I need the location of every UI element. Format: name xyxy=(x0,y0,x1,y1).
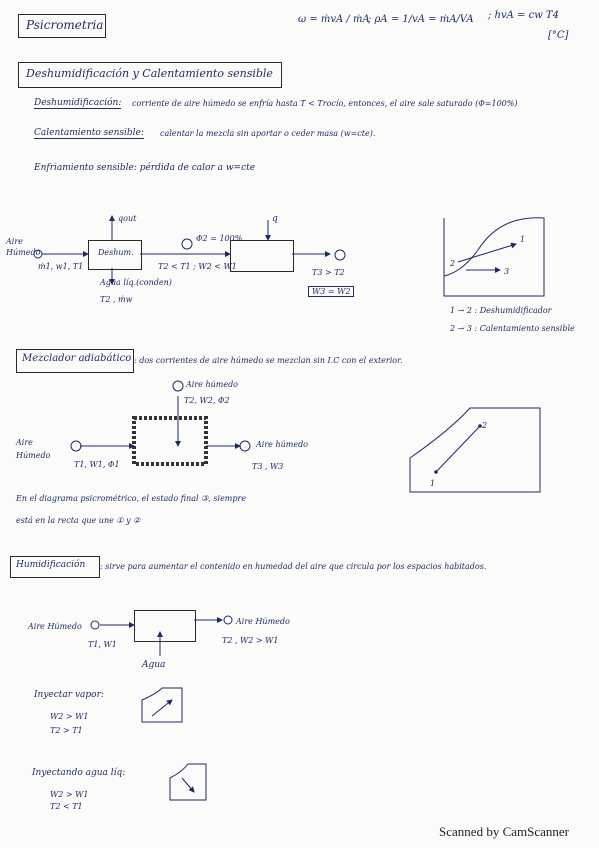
water-label: Agua líq.(conden) xyxy=(100,278,172,287)
deshum-text: corriente de aire húmedo se enfría hasta T < Trocío, entonces, el aire sale saturado (Φ=100%) xyxy=(132,99,518,108)
humid-state-2 xyxy=(224,616,232,624)
section3-heading: Humidificación xyxy=(16,560,86,570)
vapor-label: Inyectar vapor: xyxy=(34,690,104,700)
deshum-unit-label: Deshum. xyxy=(98,248,134,257)
humid-state-1 xyxy=(91,621,99,629)
process-1-2-line xyxy=(458,244,516,262)
psychro-chart-1 xyxy=(444,218,544,296)
humid-out-state: T2 , W2 > W1 xyxy=(222,636,279,645)
section2-heading: Mezclador adiabático xyxy=(22,353,132,364)
q-label: q xyxy=(272,214,278,224)
calent-label: Calentamiento sensible: xyxy=(34,128,144,138)
out-state: T3 > T2 xyxy=(312,268,345,277)
humid-in-label: Aire Húmedo xyxy=(28,622,82,631)
mix-note-1: En el diagrama psicrométrico, el estado final ③, siempre xyxy=(16,494,247,503)
mix-out-state: T3 , W3 xyxy=(252,462,284,471)
humid-in-state: T1, W1 xyxy=(88,640,117,649)
section2-text: : dos corrientes de aire húmedo se mezclan sin I.C con el exterior. xyxy=(134,356,403,365)
calent-text: calentar la mezcla sin aportar o ceder masa (w=cte). xyxy=(160,129,376,138)
mixer-state-3 xyxy=(240,441,250,451)
mixer-box xyxy=(134,418,206,464)
page-title: Psicrometria xyxy=(26,18,104,32)
mixer-state-2 xyxy=(173,381,183,391)
state-2-marker xyxy=(182,239,192,249)
vapor-cond-2: T2 > T1 xyxy=(50,726,83,735)
liquid-cond-2: T2 < T1 xyxy=(50,802,83,811)
chart1-point-3: 3 xyxy=(504,267,510,276)
vapor-cond-1: W2 > W1 xyxy=(50,712,89,721)
mix-in1-label: Aire Húmedo xyxy=(16,438,51,460)
liquid-chart xyxy=(170,764,206,800)
liquid-label: Inyectando agua líq: xyxy=(32,768,126,778)
state-3-marker xyxy=(335,250,345,260)
enfri-text: Enfriamiento sensible: pérdida de calor a w=cte xyxy=(34,163,256,173)
chart2-dot-1 xyxy=(434,470,438,474)
chart1-point-2: 2 xyxy=(450,259,456,268)
chart1-point-1: 1 xyxy=(520,235,526,244)
deshum-label: Deshumidificación: xyxy=(34,98,122,108)
mix-in2-state: T2, W2, Φ2 xyxy=(184,396,230,405)
liquid-process-line xyxy=(182,778,194,792)
qout-label: qout xyxy=(118,214,137,223)
vapor-chart xyxy=(142,688,182,722)
chart2-point-1: 1 xyxy=(430,479,436,488)
formula-omega: ω = ṁvA / ṁA xyxy=(298,14,370,25)
water-state: T2 , ṁw xyxy=(100,295,133,304)
mix-out-label: Aire húmedo xyxy=(256,440,308,449)
phi2-label: Φ2 = 100% xyxy=(196,234,243,243)
vapor-process-line xyxy=(152,700,172,716)
mix-in1-state: T1, W1, Φ1 xyxy=(74,460,120,469)
state-1-marker xyxy=(34,250,42,258)
scanner-footer: Scanned by CamScanner xyxy=(439,824,569,839)
section1-heading: Deshumidificación y Calentamiento sensible xyxy=(26,67,273,80)
humid-out-label: Aire Húmedo xyxy=(236,617,290,626)
formula-unit: [°C] xyxy=(548,30,569,41)
liquid-cond-1: W2 > W1 xyxy=(50,790,89,799)
mix-in2-label: Aire húmedo xyxy=(186,380,238,389)
mix-note-2: está en la recta que une ① y ② xyxy=(16,516,141,525)
section3-text: : sirve para aumentar el contenido en humedad del aire que circula por los espacios habitados. xyxy=(100,562,487,571)
cond-label: T2 < T1 ; W2 < W1 xyxy=(158,262,237,271)
humid-water-label: Agua xyxy=(142,660,166,670)
legend-2: 2 → 3 : Calentamiento sensible xyxy=(450,324,575,333)
formula-rho: ; ρA = 1/vA = ṁA/VA xyxy=(368,14,474,25)
w-eq-label: W3 = W2 xyxy=(308,286,354,297)
inlet-label: Aire Húmedo xyxy=(6,237,41,257)
chart2-dot-2 xyxy=(478,424,482,428)
mixer-state-1 xyxy=(71,441,81,451)
inlet-state: ṁ1, w1, T1 xyxy=(38,262,84,271)
formula-h: ; hvA = cw T4 xyxy=(488,10,559,21)
legend-1: 1 → 2 : Deshumidificador xyxy=(450,306,552,315)
chart2-point-2: 2 xyxy=(482,421,488,430)
